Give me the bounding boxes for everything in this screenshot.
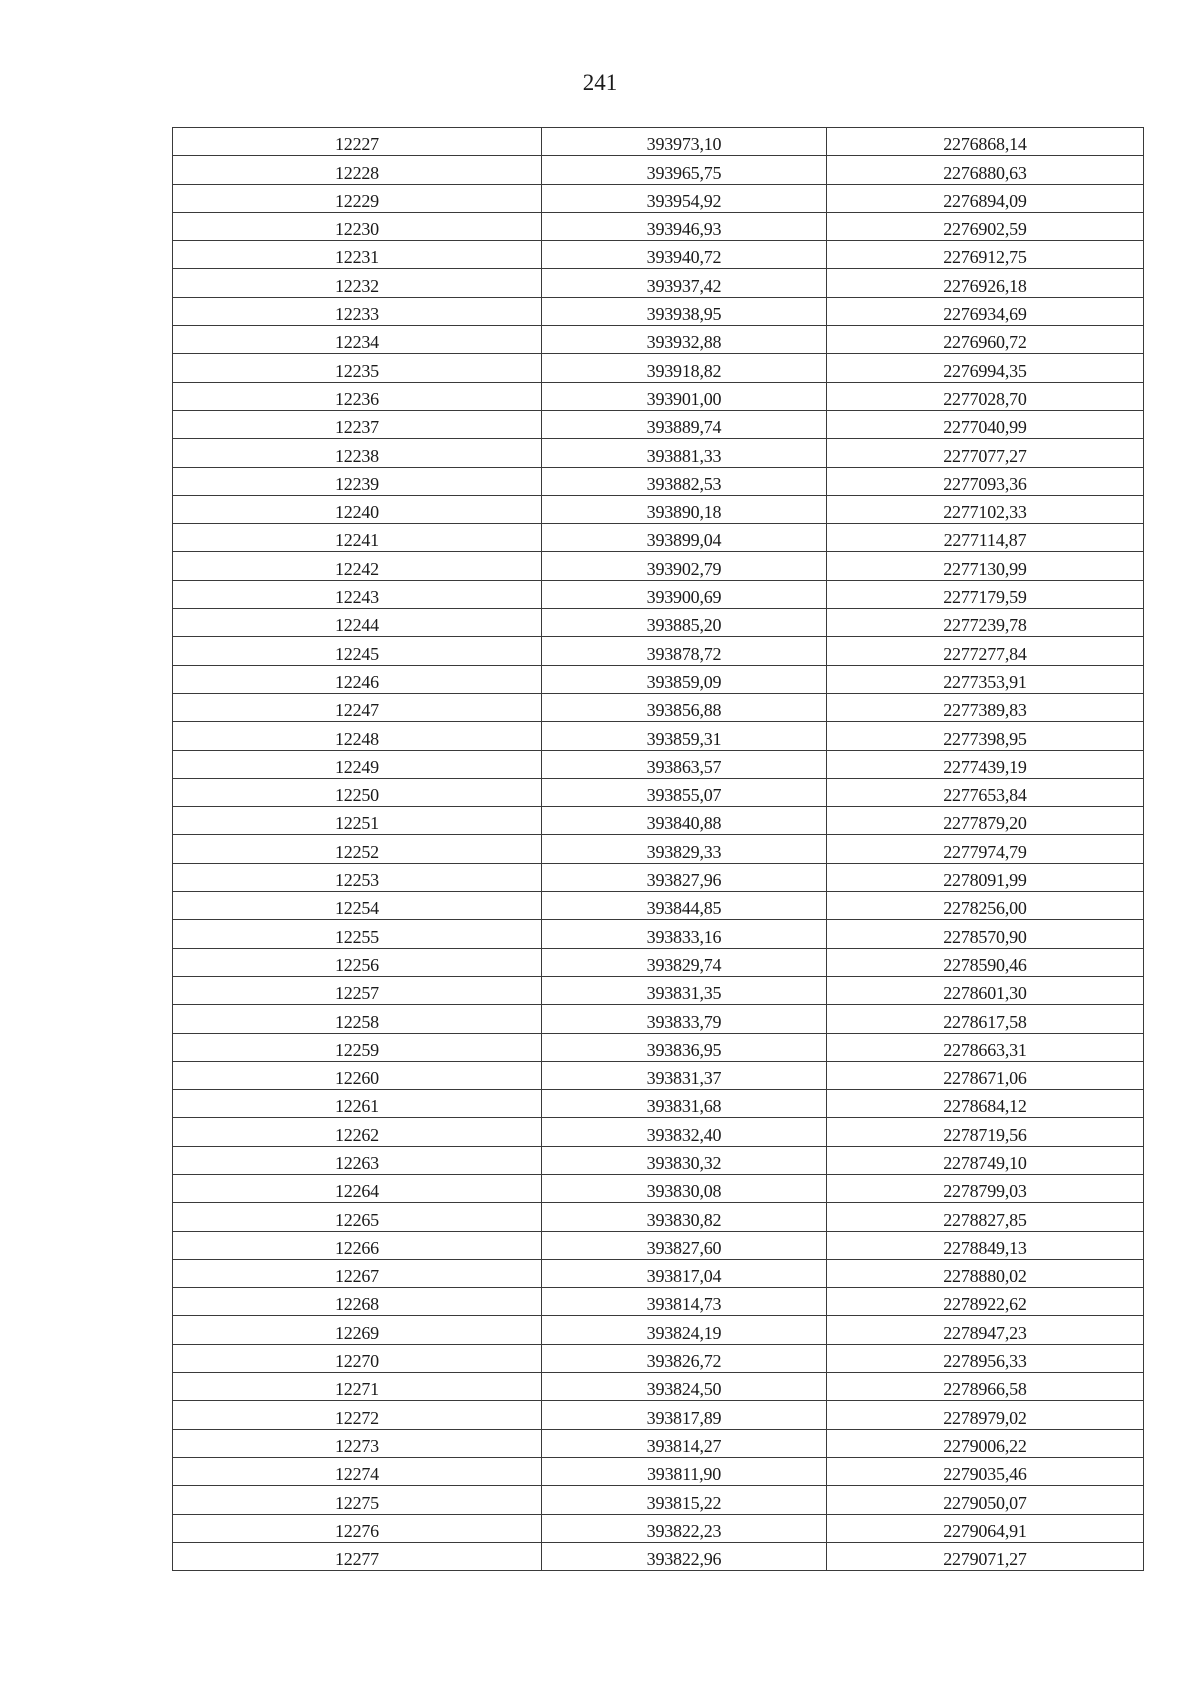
- y-coordinate-cell: 2277239,78: [827, 609, 1144, 637]
- y-coordinate-cell: 2277093,36: [827, 467, 1144, 495]
- point-number-cell: 12231: [173, 241, 542, 269]
- table-row: [173, 1457, 1144, 1485]
- x-coordinate-cell: 393822,96: [542, 1542, 827, 1570]
- x-coordinate-cell: 393902,79: [542, 552, 827, 580]
- point-number-cell: 12246: [173, 665, 542, 693]
- y-coordinate-cell: 2277439,19: [827, 750, 1144, 778]
- table-row: [173, 552, 1144, 580]
- point-number-cell: 12230: [173, 212, 542, 240]
- table-row: [173, 1288, 1144, 1316]
- table-row: [173, 410, 1144, 438]
- y-coordinate-cell: 2277398,95: [827, 722, 1144, 750]
- x-coordinate-cell: 393937,42: [542, 269, 827, 297]
- x-coordinate-cell: 393817,89: [542, 1401, 827, 1429]
- point-number-cell: 12264: [173, 1174, 542, 1202]
- x-coordinate-cell: 393833,79: [542, 1005, 827, 1033]
- table-row: [173, 1259, 1144, 1287]
- point-number-cell: 12259: [173, 1033, 542, 1061]
- point-number-cell: 12260: [173, 1061, 542, 1089]
- point-number-cell: 12274: [173, 1457, 542, 1485]
- x-coordinate-cell: 393901,00: [542, 382, 827, 410]
- table-row: [173, 326, 1144, 354]
- table-row: [173, 1174, 1144, 1202]
- x-coordinate-cell: 393889,74: [542, 410, 827, 438]
- point-number-cell: 12269: [173, 1316, 542, 1344]
- y-coordinate-cell: 2278719,56: [827, 1118, 1144, 1146]
- point-number-cell: 12257: [173, 976, 542, 1004]
- table-row: [173, 1316, 1144, 1344]
- x-coordinate-cell: 393831,37: [542, 1061, 827, 1089]
- x-coordinate-cell: 393878,72: [542, 637, 827, 665]
- y-coordinate-cell: 2278880,02: [827, 1259, 1144, 1287]
- table-row: [173, 637, 1144, 665]
- y-coordinate-cell: 2278091,99: [827, 863, 1144, 891]
- point-number-cell: 12239: [173, 467, 542, 495]
- table-row: [173, 1090, 1144, 1118]
- x-coordinate-cell: 393814,73: [542, 1288, 827, 1316]
- x-coordinate-cell: 393965,75: [542, 156, 827, 184]
- x-coordinate-cell: 393840,88: [542, 807, 827, 835]
- x-coordinate-cell: 393881,33: [542, 439, 827, 467]
- point-number-cell: 12250: [173, 778, 542, 806]
- table-row: [173, 1542, 1144, 1570]
- y-coordinate-cell: 2278956,33: [827, 1344, 1144, 1372]
- table-row: [173, 297, 1144, 325]
- x-coordinate-cell: 393844,85: [542, 892, 827, 920]
- table-row: [173, 241, 1144, 269]
- x-coordinate-cell: 393832,40: [542, 1118, 827, 1146]
- y-coordinate-cell: 2276934,69: [827, 297, 1144, 325]
- x-coordinate-cell: 393830,82: [542, 1203, 827, 1231]
- table-row: [173, 892, 1144, 920]
- x-coordinate-cell: 393900,69: [542, 580, 827, 608]
- x-coordinate-cell: 393856,88: [542, 693, 827, 721]
- y-coordinate-cell: 2277389,83: [827, 693, 1144, 721]
- point-number-cell: 12251: [173, 807, 542, 835]
- x-coordinate-cell: 393817,04: [542, 1259, 827, 1287]
- point-number-cell: 12277: [173, 1542, 542, 1570]
- y-coordinate-cell: 2277028,70: [827, 382, 1144, 410]
- y-coordinate-cell: 2278947,23: [827, 1316, 1144, 1344]
- table-row: [173, 1401, 1144, 1429]
- table-row: [173, 1118, 1144, 1146]
- x-coordinate-cell: 393940,72: [542, 241, 827, 269]
- point-number-cell: 12243: [173, 580, 542, 608]
- x-coordinate-cell: 393814,27: [542, 1429, 827, 1457]
- point-number-cell: 12272: [173, 1401, 542, 1429]
- table-row: [173, 835, 1144, 863]
- x-coordinate-cell: 393815,22: [542, 1486, 827, 1514]
- x-coordinate-cell: 393946,93: [542, 212, 827, 240]
- y-coordinate-cell: 2276868,14: [827, 128, 1144, 156]
- point-number-cell: 12233: [173, 297, 542, 325]
- x-coordinate-cell: 393882,53: [542, 467, 827, 495]
- y-coordinate-cell: 2276960,72: [827, 326, 1144, 354]
- x-coordinate-cell: 393899,04: [542, 524, 827, 552]
- x-coordinate-cell: 393826,72: [542, 1344, 827, 1372]
- x-coordinate-cell: 393932,88: [542, 326, 827, 354]
- y-coordinate-cell: 2277102,33: [827, 495, 1144, 523]
- point-number-cell: 12276: [173, 1514, 542, 1542]
- x-coordinate-cell: 393885,20: [542, 609, 827, 637]
- point-number-cell: 12254: [173, 892, 542, 920]
- x-coordinate-cell: 393918,82: [542, 354, 827, 382]
- table-row: [173, 156, 1144, 184]
- table-row: [173, 778, 1144, 806]
- table-row: [173, 976, 1144, 1004]
- x-coordinate-cell: 393829,33: [542, 835, 827, 863]
- y-coordinate-cell: 2276912,75: [827, 241, 1144, 269]
- table-row: [173, 1005, 1144, 1033]
- x-coordinate-cell: 393824,19: [542, 1316, 827, 1344]
- y-coordinate-cell: 2276880,63: [827, 156, 1144, 184]
- y-coordinate-cell: 2277077,27: [827, 439, 1144, 467]
- point-number-cell: 12268: [173, 1288, 542, 1316]
- table-row: [173, 382, 1144, 410]
- x-coordinate-cell: 393822,23: [542, 1514, 827, 1542]
- point-number-cell: 12255: [173, 920, 542, 948]
- y-coordinate-cell: 2277353,91: [827, 665, 1144, 693]
- table-row: [173, 665, 1144, 693]
- x-coordinate-cell: 393973,10: [542, 128, 827, 156]
- point-number-cell: 12267: [173, 1259, 542, 1287]
- x-coordinate-cell: 393938,95: [542, 297, 827, 325]
- point-number-cell: 12273: [173, 1429, 542, 1457]
- point-number-cell: 12234: [173, 326, 542, 354]
- y-coordinate-cell: 2278799,03: [827, 1174, 1144, 1202]
- y-coordinate-cell: 2277974,79: [827, 835, 1144, 863]
- y-coordinate-cell: 2276894,09: [827, 184, 1144, 212]
- y-coordinate-cell: 2279006,22: [827, 1429, 1144, 1457]
- point-number-cell: 12245: [173, 637, 542, 665]
- page-number: 241: [582, 70, 618, 95]
- x-coordinate-cell: 393829,74: [542, 948, 827, 976]
- y-coordinate-cell: 2277040,99: [827, 410, 1144, 438]
- point-number-cell: 12236: [173, 382, 542, 410]
- point-number-cell: 12235: [173, 354, 542, 382]
- y-coordinate-cell: 2279050,07: [827, 1486, 1144, 1514]
- y-coordinate-cell: 2276926,18: [827, 269, 1144, 297]
- x-coordinate-cell: 393954,92: [542, 184, 827, 212]
- y-coordinate-cell: 2277114,87: [827, 524, 1144, 552]
- point-number-cell: 12258: [173, 1005, 542, 1033]
- x-coordinate-cell: 393833,16: [542, 920, 827, 948]
- point-number-cell: 12249: [173, 750, 542, 778]
- point-number-cell: 12228: [173, 156, 542, 184]
- y-coordinate-cell: 2278570,90: [827, 920, 1144, 948]
- point-number-cell: 12275: [173, 1486, 542, 1514]
- point-number-cell: 12261: [173, 1090, 542, 1118]
- x-coordinate-cell: 393831,35: [542, 976, 827, 1004]
- x-coordinate-cell: 393855,07: [542, 778, 827, 806]
- point-number-cell: 12265: [173, 1203, 542, 1231]
- table-row: [173, 212, 1144, 240]
- y-coordinate-cell: 2277130,99: [827, 552, 1144, 580]
- y-coordinate-cell: 2278849,13: [827, 1231, 1144, 1259]
- table-row: [173, 1231, 1144, 1259]
- x-coordinate-cell: 393830,32: [542, 1146, 827, 1174]
- y-coordinate-cell: 2278684,12: [827, 1090, 1144, 1118]
- table-row: [173, 807, 1144, 835]
- point-number-cell: 12270: [173, 1344, 542, 1372]
- point-number-cell: 12237: [173, 410, 542, 438]
- x-coordinate-cell: 393811,90: [542, 1457, 827, 1485]
- x-coordinate-cell: 393863,57: [542, 750, 827, 778]
- table-row: [173, 269, 1144, 297]
- x-coordinate-cell: 393859,09: [542, 665, 827, 693]
- table-row: [173, 722, 1144, 750]
- x-coordinate-cell: 393830,08: [542, 1174, 827, 1202]
- point-number-cell: 12262: [173, 1118, 542, 1146]
- table-row: [173, 693, 1144, 721]
- y-coordinate-cell: 2276994,35: [827, 354, 1144, 382]
- point-number-cell: 12229: [173, 184, 542, 212]
- x-coordinate-cell: 393827,96: [542, 863, 827, 891]
- coordinates-table-body: [173, 128, 1144, 1571]
- table-row: [173, 128, 1144, 156]
- point-number-cell: 12271: [173, 1373, 542, 1401]
- y-coordinate-cell: 2278663,31: [827, 1033, 1144, 1061]
- point-number-cell: 12253: [173, 863, 542, 891]
- x-coordinate-cell: 393831,68: [542, 1090, 827, 1118]
- table-row: [173, 1514, 1144, 1542]
- table-row: [173, 1429, 1144, 1457]
- y-coordinate-cell: 2278617,58: [827, 1005, 1144, 1033]
- table-row: [173, 750, 1144, 778]
- y-coordinate-cell: 2278827,85: [827, 1203, 1144, 1231]
- table-row: [173, 184, 1144, 212]
- table-row: [173, 1146, 1144, 1174]
- point-number-cell: 12240: [173, 495, 542, 523]
- point-number-cell: 12266: [173, 1231, 542, 1259]
- point-number-cell: 12238: [173, 439, 542, 467]
- y-coordinate-cell: 2278749,10: [827, 1146, 1144, 1174]
- x-coordinate-cell: 393827,60: [542, 1231, 827, 1259]
- y-coordinate-cell: 2278922,62: [827, 1288, 1144, 1316]
- y-coordinate-cell: 2278601,30: [827, 976, 1144, 1004]
- y-coordinate-cell: 2277179,59: [827, 580, 1144, 608]
- y-coordinate-cell: 2276902,59: [827, 212, 1144, 240]
- point-number-cell: 12242: [173, 552, 542, 580]
- table-row: [173, 580, 1144, 608]
- y-coordinate-cell: 2278671,06: [827, 1061, 1144, 1089]
- coordinates-table: [172, 127, 1144, 1571]
- table-row: [173, 495, 1144, 523]
- x-coordinate-cell: 393824,50: [542, 1373, 827, 1401]
- y-coordinate-cell: 2279071,27: [827, 1542, 1144, 1570]
- y-coordinate-cell: 2279035,46: [827, 1457, 1144, 1485]
- y-coordinate-cell: 2279064,91: [827, 1514, 1144, 1542]
- y-coordinate-cell: 2277879,20: [827, 807, 1144, 835]
- y-coordinate-cell: 2277277,84: [827, 637, 1144, 665]
- table-row: [173, 524, 1144, 552]
- table-row: [173, 439, 1144, 467]
- y-coordinate-cell: 2277653,84: [827, 778, 1144, 806]
- table-row: [173, 948, 1144, 976]
- point-number-cell: 12248: [173, 722, 542, 750]
- point-number-cell: 12244: [173, 609, 542, 637]
- x-coordinate-cell: 393859,31: [542, 722, 827, 750]
- table-row: [173, 609, 1144, 637]
- table-row: [173, 863, 1144, 891]
- y-coordinate-cell: 2278979,02: [827, 1401, 1144, 1429]
- point-number-cell: 12256: [173, 948, 542, 976]
- y-coordinate-cell: 2278590,46: [827, 948, 1144, 976]
- y-coordinate-cell: 2278966,58: [827, 1373, 1144, 1401]
- table-row: [173, 920, 1144, 948]
- x-coordinate-cell: 393890,18: [542, 495, 827, 523]
- table-row: [173, 1203, 1144, 1231]
- y-coordinate-cell: 2278256,00: [827, 892, 1144, 920]
- table-row: [173, 1033, 1144, 1061]
- table-row: [173, 467, 1144, 495]
- point-number-cell: 12232: [173, 269, 542, 297]
- table-row: [173, 1486, 1144, 1514]
- point-number-cell: 12252: [173, 835, 542, 863]
- table-row: [173, 1061, 1144, 1089]
- table-row: [173, 1373, 1144, 1401]
- point-number-cell: 12241: [173, 524, 542, 552]
- point-number-cell: 12227: [173, 128, 542, 156]
- x-coordinate-cell: 393836,95: [542, 1033, 827, 1061]
- point-number-cell: 12263: [173, 1146, 542, 1174]
- table-row: [173, 354, 1144, 382]
- point-number-cell: 12247: [173, 693, 542, 721]
- table-row: [173, 1344, 1144, 1372]
